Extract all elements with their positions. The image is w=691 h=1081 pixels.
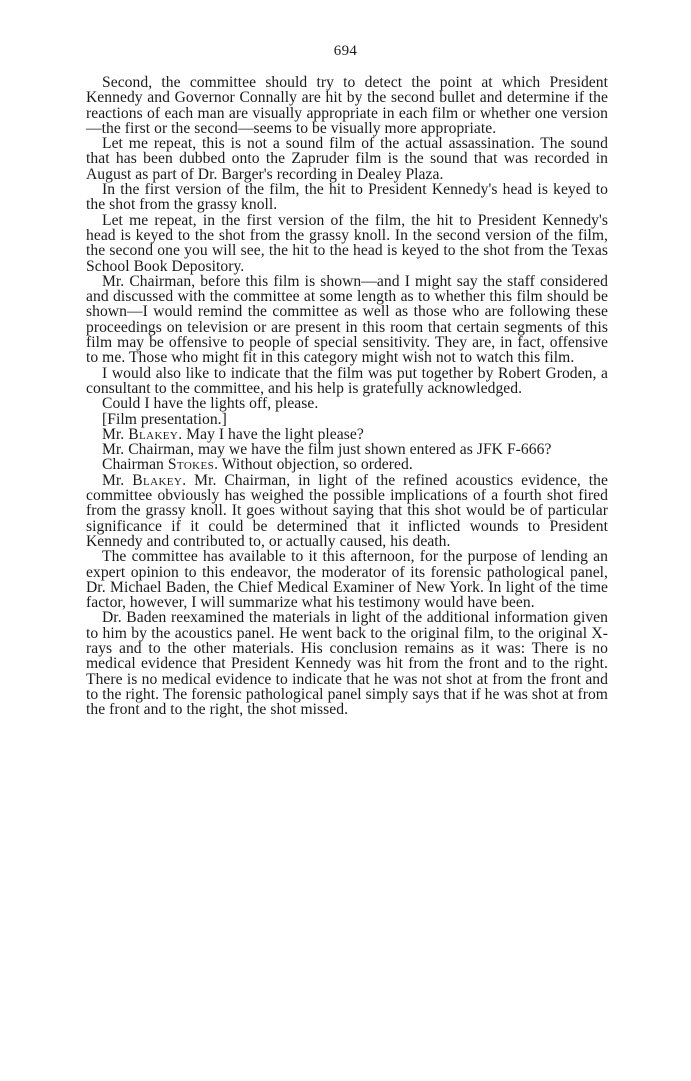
paragraph: Second, the committee should try to detect the point at which President Kennedy and Governor Connally are hit by the second bullet and determine if the reactions of each man are visually appropriate in each film or whether one version—the first or the second—seems to be visually more appropriate. [86,74,608,137]
paragraph: Dr. Baden reexamined the materials in light of the additional information given to him by the acoustics panel. He went back to the original film, to the original X-rays and to the other materials. His conclusion remains as it was: There is no medical evidence that President Kennedy was hit from the front and to the right. There is no medical evidence to indicate that he was not shot at from the front and to the right. The forensic pathological panel simply says that if he was shot at from the front and to the right, the shot missed. [86,609,608,719]
body-text [86,75,608,717]
speaker-name: Blakey [128,425,179,443]
paragraph: Mr. Chairman, may we have the film just shown entered as JFK F-666? [102,441,552,459]
paragraph: In the first version of the film, the hit to President Kennedy's head is keyed to the shot from the grassy knoll. [86,181,608,214]
paragraph: Could I have the lights off, please. [102,395,319,413]
speaker-name: Blakey [132,471,183,489]
speaker-paragraph: Mr. Blakey. Mr. Chairman, in light of the refined acoustics evidence, the committee obviously has weighed the possible implications of a fourth shot fired from the grassy knoll. It goes without saying that this shot would be of particular significance if it could be determined that it inflicted wounds to President Kennedy and contributed to, or actually caused, his death. [86,471,609,550]
paragraph: I would also like to indicate that the film was put together by Robert Groden, a consultant to the committee, and his help is gratefully acknowledged. [86,364,608,397]
speaker-name: Stokes [167,456,215,474]
speaker-paragraph: Chairman Stokes. Without objection, so ordered. [102,456,413,474]
page-number: 694 [333,43,358,59]
stage-direction: [Film presentation.] [102,410,227,428]
paragraph: Let me repeat, this is not a sound film of the actual assassination. The sound that has been dubbed onto the Zapruder film is the sound that was recorded in August as part of Dr. Barger's recording in Dealey Plaza. [86,135,608,183]
paragraph: Let me repeat, in the first version of the film, the hit to President Kennedy's head is keyed to the shot from the grassy knoll. In the second version of the film, the second one you will see, the hit to the head is keyed to the shot from the Texas School Book Depository. [86,211,608,275]
paragraph: Mr. Chairman, before this film is shown—and I might say the staff considered and discussed with the committee at some length as to whether this film should be shown—I would remind the committee as well as those who are following these proceedings on television or are present in this room that certain segments of this film may be offensive to people of special sensitivity. They are, in fact, offensive to me. Those who might fit in this category might wish not to watch this film. [86,272,608,367]
paragraph: The committee has available to it this afternoon, for the purpose of lending an expert opinion to this endeavor, the moderator of its forensic pathological panel, Dr. Michael Baden, the Chief Medical Examiner of New York. In light of the time factor, however, I will summarize what his testimony would have been. [86,548,608,612]
speaker-paragraph: Mr. Blakey. May I have the light please? [102,425,364,443]
